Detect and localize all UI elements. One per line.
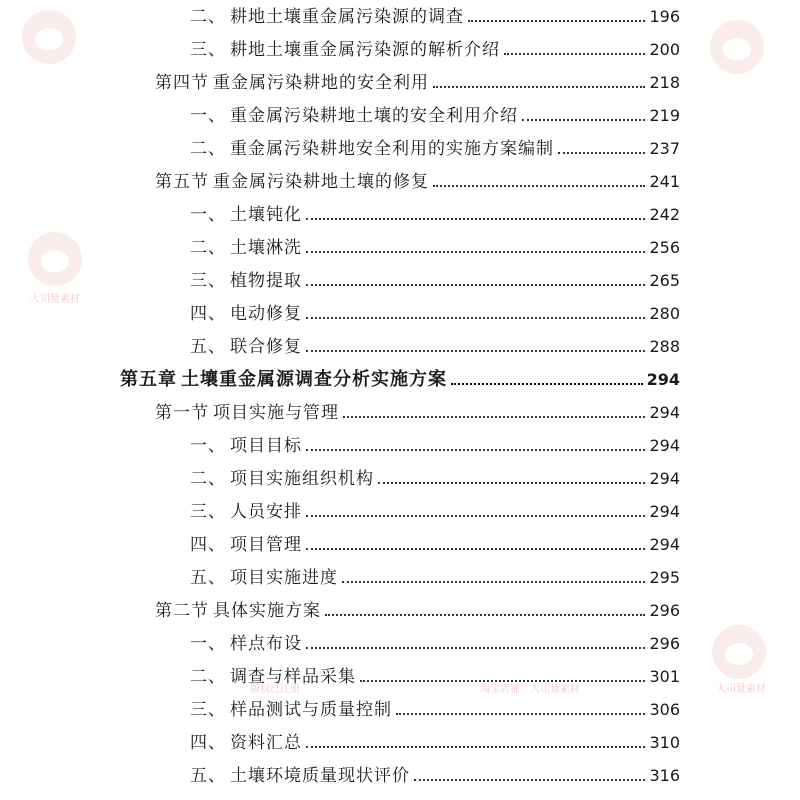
toc-entry-page: 242	[649, 205, 680, 224]
watermark-logo-text: 大司量素材	[716, 684, 766, 695]
dot-leader	[343, 415, 645, 418]
toc-entry-page: 306	[649, 700, 680, 719]
toc-entry[interactable]	[190, 202, 680, 228]
toc-entry[interactable]	[190, 631, 680, 657]
toc-entry-title: 样点布设	[230, 634, 302, 654]
dot-leader	[306, 646, 645, 649]
toc-entry-title: 土壤钝化	[230, 205, 302, 225]
toc-entry-page: 219	[649, 106, 680, 125]
toc-entry-marker: 二、	[190, 139, 226, 159]
toc-section[interactable]	[155, 400, 680, 426]
toc-entry[interactable]	[190, 301, 680, 327]
toc-entry-title: 人员安排	[230, 502, 302, 522]
watermark-logo-icon	[22, 10, 76, 64]
toc-entry[interactable]	[190, 235, 680, 261]
toc-entry-marker: 五、	[190, 766, 226, 786]
toc-entry[interactable]	[190, 136, 680, 162]
dot-leader	[306, 283, 645, 286]
toc-entry-marker: 第二节	[155, 601, 209, 621]
toc-entry-page: 316	[649, 766, 680, 785]
toc-entry-title: 重金属污染耕地的安全利用	[213, 73, 429, 93]
toc-entry-title: 调查与样品采集	[230, 667, 356, 687]
dot-leader	[396, 712, 645, 715]
toc-entry[interactable]	[190, 4, 680, 30]
toc-entry-title: 土壤环境质量现状评价	[230, 766, 410, 786]
toc-entry-title: 样品测试与质量控制	[230, 700, 392, 720]
toc-entry-title: 重金属污染耕地安全利用的实施方案编制	[230, 139, 554, 159]
toc-entry-title: 植物提取	[230, 271, 302, 291]
toc-entry-page: 296	[649, 634, 680, 653]
toc-entry-marker: 第五章	[120, 369, 177, 390]
dot-leader	[414, 778, 645, 781]
toc-entry-title: 项目目标	[230, 436, 302, 456]
toc-entry-marker: 二、	[190, 667, 226, 687]
dot-leader	[433, 85, 645, 88]
toc-entry[interactable]	[190, 697, 680, 723]
toc-entry-marker: 第五节	[155, 172, 209, 192]
toc-entry-page: 295	[649, 568, 680, 587]
dot-leader	[433, 184, 645, 187]
toc-entry-page: 301	[649, 667, 680, 686]
toc-entry[interactable]	[190, 37, 680, 63]
toc-entry-title: 项目实施进度	[230, 568, 338, 588]
watermark-logo-text: 大司量素材	[30, 294, 80, 305]
dot-leader	[306, 514, 645, 517]
toc-entry-title: 重金属污染耕地土壤的修复	[213, 172, 429, 192]
watermark-logo-icon	[712, 625, 766, 679]
toc-entry-page: 218	[649, 73, 680, 92]
toc-entry-title: 项目管理	[230, 535, 302, 555]
toc-entry-title: 联合修复	[230, 337, 302, 357]
dot-leader	[306, 316, 645, 319]
toc-entry-title: 土壤重金属源调查分析实施方案	[181, 369, 447, 390]
toc-entry-marker: 一、	[190, 205, 226, 225]
toc-entry-page: 294	[649, 535, 680, 554]
toc-entry-page: 241	[649, 172, 680, 191]
toc-entry-title: 具体实施方案	[213, 601, 321, 621]
dot-leader	[378, 481, 645, 484]
toc-entry-marker: 第一节	[155, 403, 209, 423]
dot-leader	[306, 745, 645, 748]
toc-entry[interactable]	[190, 763, 680, 789]
toc-entry[interactable]	[190, 466, 680, 492]
toc-entry-marker: 二、	[190, 7, 226, 27]
watermark-logo-icon	[28, 232, 82, 286]
toc-entry[interactable]	[190, 103, 680, 129]
toc-entry-marker: 三、	[190, 40, 226, 60]
toc-entry-page: 280	[649, 304, 680, 323]
dot-leader	[504, 52, 645, 55]
toc-entry[interactable]	[190, 532, 680, 558]
toc-entry-page: 294	[649, 403, 680, 422]
dot-leader	[451, 382, 643, 385]
toc-entry-page: 296	[649, 601, 680, 620]
toc-entry-marker: 一、	[190, 436, 226, 456]
toc-entry-page: 294	[649, 502, 680, 521]
toc-entry-marker: 五、	[190, 568, 226, 588]
toc-entry[interactable]	[190, 334, 680, 360]
toc-section[interactable]	[155, 598, 680, 624]
dot-leader	[468, 19, 645, 22]
toc-entry-marker: 第四节	[155, 73, 209, 93]
dot-leader	[306, 547, 645, 550]
toc-entry-page: 200	[649, 40, 680, 59]
toc-entry-title: 耕地土壤重金属污染源的调查	[230, 7, 464, 27]
dot-leader	[306, 217, 645, 220]
toc-entry[interactable]	[190, 268, 680, 294]
toc-entry-marker: 五、	[190, 337, 226, 357]
watermark-copyright-text: 版权已注册	[250, 684, 300, 695]
dot-leader	[522, 118, 645, 121]
toc-entry-page: 288	[649, 337, 680, 356]
dot-leader	[342, 580, 645, 583]
toc-entry-page: 294	[646, 370, 680, 389]
toc-entry-marker: 二、	[190, 238, 226, 258]
toc-entry-page: 237	[649, 139, 680, 158]
toc-entry-marker: 二、	[190, 469, 226, 489]
toc-entry-title: 电动修复	[230, 304, 302, 324]
toc-entry-page: 256	[649, 238, 680, 257]
toc-entry[interactable]	[190, 433, 680, 459]
toc-entry-title: 项目实施与管理	[213, 403, 339, 423]
toc-entry-page: 294	[649, 436, 680, 455]
watermark-logo-icon	[710, 20, 764, 74]
toc-section[interactable]	[155, 70, 680, 96]
toc-entry-marker: 一、	[190, 634, 226, 654]
toc-entry-title: 资料汇总	[230, 733, 302, 753]
toc-entry-title: 项目实施组织机构	[230, 469, 374, 489]
dot-leader	[306, 349, 645, 352]
toc-chapter[interactable]	[120, 367, 680, 393]
toc-entry[interactable]	[190, 565, 680, 591]
toc-entry-title: 耕地土壤重金属污染源的解析介绍	[230, 40, 500, 60]
toc-entry-title: 土壤淋洗	[230, 238, 302, 258]
toc-entry-marker: 四、	[190, 535, 226, 555]
toc-entry-marker: 三、	[190, 271, 226, 291]
dot-leader	[558, 151, 645, 154]
toc-entry-page: 265	[649, 271, 680, 290]
toc-entry[interactable]	[190, 499, 680, 525]
dot-leader	[306, 250, 645, 253]
toc-entry-marker: 三、	[190, 700, 226, 720]
toc-entry-marker: 四、	[190, 304, 226, 324]
toc-entry-marker: 四、	[190, 733, 226, 753]
dot-leader	[306, 448, 645, 451]
toc-entry-page: 310	[649, 733, 680, 752]
toc-entry[interactable]	[190, 730, 680, 756]
toc-entry-page: 294	[649, 469, 680, 488]
watermark-shop-text: 淘宝店铺：大司量素材	[480, 684, 580, 695]
dot-leader	[325, 613, 645, 616]
toc-section[interactable]	[155, 169, 680, 195]
toc-entry-page: 196	[649, 7, 680, 26]
toc-entry-title: 重金属污染耕地土壤的安全利用介绍	[230, 106, 518, 126]
toc-entry-marker: 一、	[190, 106, 226, 126]
toc-entry-marker: 三、	[190, 502, 226, 522]
